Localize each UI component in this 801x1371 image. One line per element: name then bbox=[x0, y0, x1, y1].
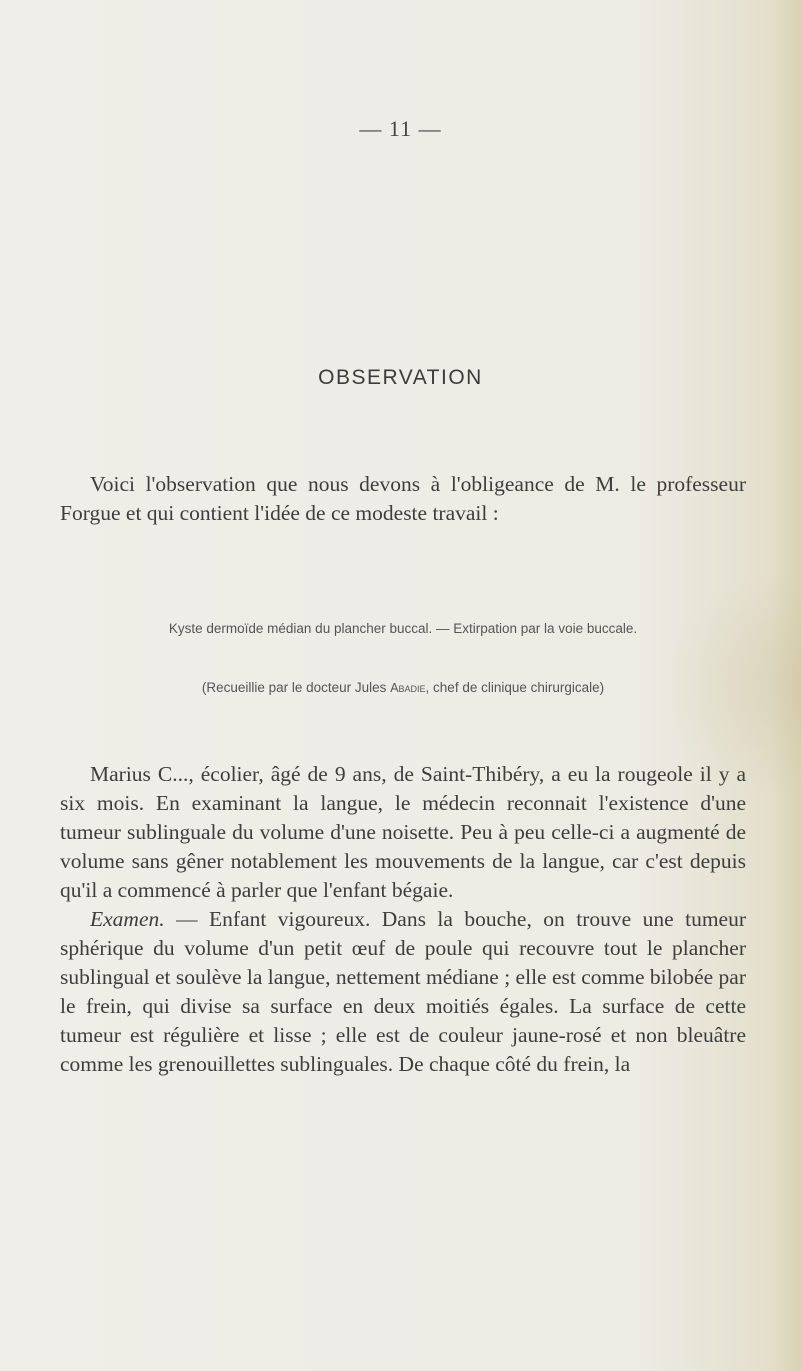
examination-paragraph bbox=[60, 905, 746, 1079]
examination-label: Examen. bbox=[90, 907, 165, 931]
attribution-prefix: (Recueillie par le docteur Jules bbox=[201, 680, 391, 695]
attribution-suffix: , chef de clinique chirurgicale) bbox=[425, 680, 605, 695]
intro-paragraph: Voici l'observation que nous devons à l'obligeance de M. le professeur Forgue et qui contient l'idée de ce modeste travail : bbox=[60, 472, 746, 525]
case-history-paragraph: Marius C..., écolier, âgé de 9 ans, de Saint-Thibéry, a eu la rougeole il y a six mois. En examinant la langue, le médecin reconnait l'existence d'une tumeur sublinguale du volume d'une noisette. Peu à peu celle-ci a augmenté de volume sans gêner notablement les mouvements de la langue, car c'est depuis qu'il a commencé à parler que l'enfant bégaie. bbox=[60, 762, 746, 902]
section-heading: OBSERVATION bbox=[318, 366, 483, 389]
examination-text: — Enfant vigoureux. Dans la bouche, on trouve une tumeur sphérique du volume d'un petit œuf de poule qui recouvre tout le plancher sublingual et soulève la langue, nettement médiane ; elle est comme bilobée par le frein, qui divise sa surface en deux moitiés égales. La surface de cette tumeur est régulière et lisse ; elle est de couleur jaune-rosé et non bleuâtre comme les grenouillettes sublinguales. De chaque côté du frein, la bbox=[60, 907, 746, 1076]
case-attribution bbox=[60, 676, 746, 700]
case-body bbox=[60, 760, 746, 1079]
attribution-name: Abadie bbox=[390, 681, 426, 695]
page-number: — 11 — bbox=[359, 116, 442, 141]
case-title: Kyste dermoïde médian du plancher buccal. — Extirpation par la voie buccale. bbox=[168, 621, 638, 636]
